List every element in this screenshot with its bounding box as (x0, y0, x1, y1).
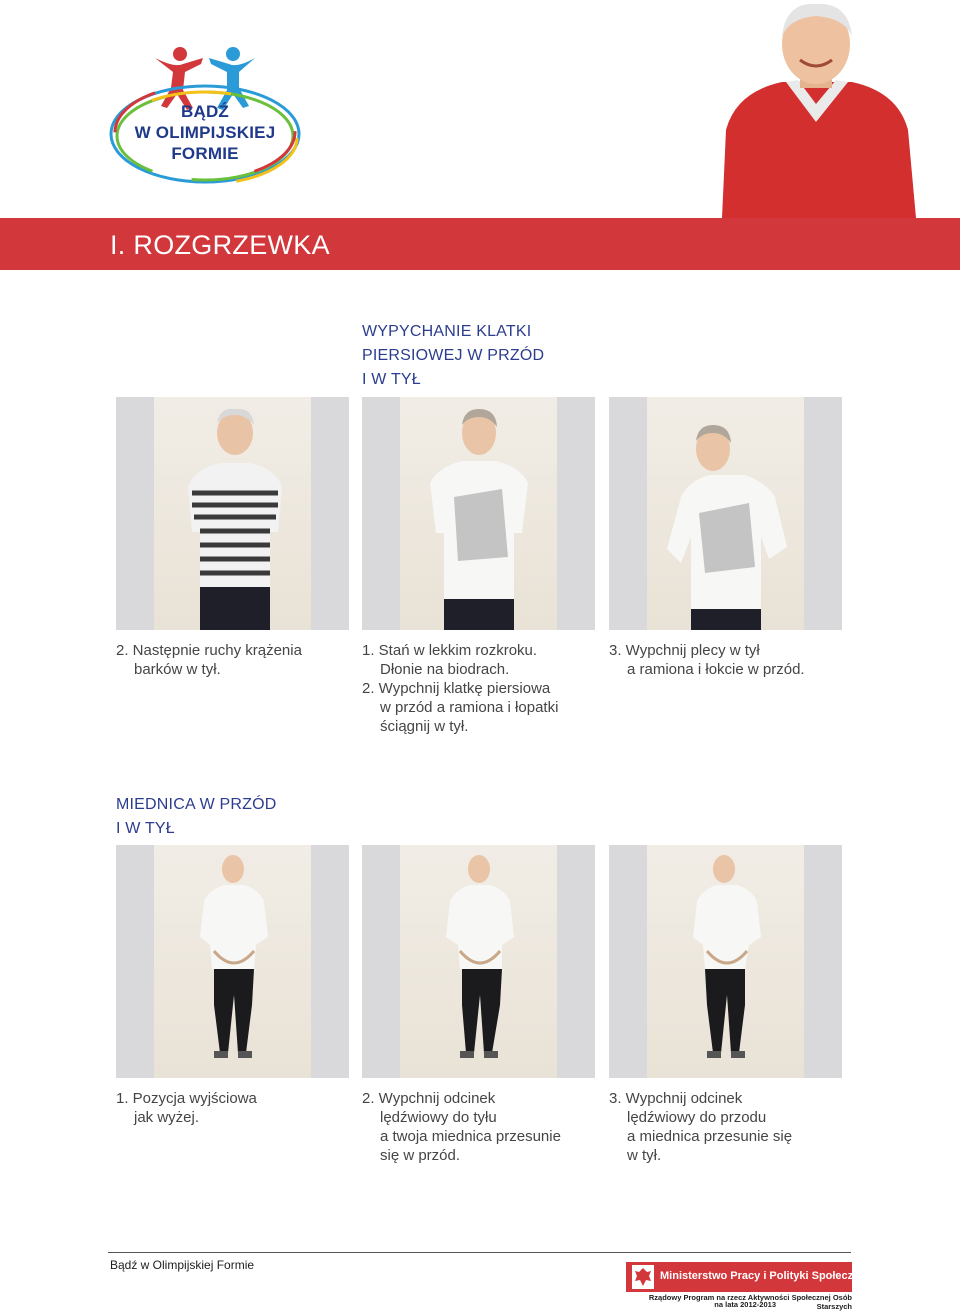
ministry-logo (626, 1262, 870, 1292)
caption-line: 3. Wypchnij odcinek (609, 1090, 743, 1107)
logo-text-line1: BĄDŹ (180, 102, 229, 121)
program-name-line2: na lata 2012-2013 (714, 1300, 776, 1309)
caption-line: a ramiona i łokcie w przód. (627, 661, 805, 678)
section-title: I. ROZGRZEWKA (110, 230, 330, 260)
caption-line: lędźwiowy do tyłu (380, 1109, 497, 1126)
caption-line: a twoja miednica przesunie (380, 1128, 561, 1145)
caption-line: jak wyżej. (134, 1109, 200, 1126)
logo-text-line3: FORMIE (171, 144, 239, 163)
program-name-line1: Rządowy Program na rzecz Aktywności Społecznej Osób Starszych (648, 1293, 852, 1311)
exercise2-caption-3 (609, 1089, 849, 1165)
exercise1-photo-2 (362, 397, 595, 630)
exercise2-heading-line1: MIEDNICA W PRZÓD (116, 796, 277, 813)
presenter-portrait (712, 0, 922, 218)
section-header-band (0, 218, 960, 270)
exercise1-photo-1 (116, 397, 349, 630)
caption-line: 2. Wypchnij klatkę piersiowa (362, 680, 551, 697)
exercise1-heading-line1: WYPYCHANIE KLATKI (362, 323, 532, 340)
eagle-emblem-icon (632, 1265, 654, 1289)
caption-line: się w przód. (380, 1147, 461, 1164)
caption-line: 1. Stań w lekkim rozkroku. (362, 642, 538, 659)
caption-line: ściągnij w tył. (380, 718, 469, 735)
ministry-name: Ministerstwo Pracy i Polityki Społecznej (660, 1270, 870, 1282)
exercise1-heading-line2: PIERSIOWEJ W PRZÓD (362, 347, 545, 364)
caption-line: 2. Wypchnij odcinek (362, 1090, 496, 1107)
footer-divider (108, 1252, 851, 1253)
program-logo (105, 40, 305, 190)
caption-line: Dłonie na biodrach. (380, 661, 510, 678)
caption-line: w tył. (627, 1147, 662, 1164)
exercise1-heading-line3: I W TYŁ (362, 371, 421, 388)
caption-line: barków w tył. (134, 661, 221, 678)
exercise1-photo-3 (609, 397, 842, 630)
caption-line: 1. Pozycja wyjściowa (116, 1090, 257, 1107)
exercise2-photo-3 (609, 845, 842, 1078)
exercise1-caption-1 (116, 641, 346, 679)
caption-line: lędźwiowy do przodu (627, 1109, 767, 1126)
exercise2-photo-2 (362, 845, 595, 1078)
exercise1-heading (362, 320, 544, 392)
exercise2-heading (116, 793, 277, 841)
exercise2-heading-line2: I W TYŁ (116, 820, 175, 837)
caption-line: a miednica przesunie się (627, 1128, 793, 1145)
footer-brand: Bądź w Olimpijskiej Formie (110, 1258, 255, 1272)
caption-line: 2. Następnie ruchy krążenia (116, 642, 302, 659)
exercise2-caption-1 (116, 1089, 346, 1127)
caption-line: w przód a ramiona i łopatki (380, 699, 559, 716)
exercise2-photo-1 (116, 845, 349, 1078)
exercise2-caption-2 (362, 1089, 602, 1165)
caption-line: 3. Wypchnij plecy w tył (609, 642, 760, 659)
exercise1-caption-2 (362, 641, 602, 736)
exercise1-caption-3 (609, 641, 849, 679)
logo-text-line2: W OLIMPIJSKIEJ (134, 123, 276, 142)
